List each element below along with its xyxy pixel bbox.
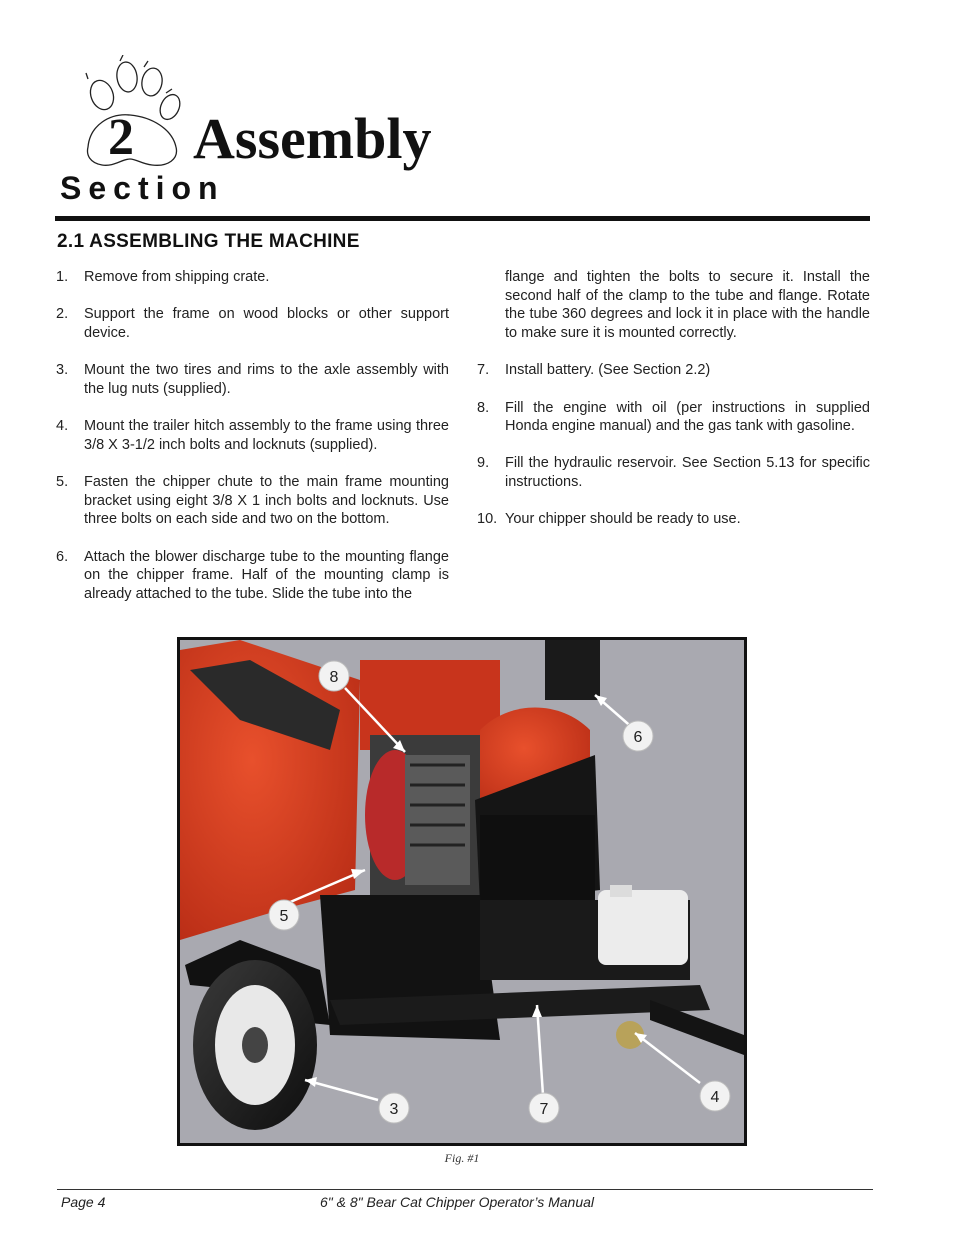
section-label: Section [60,170,225,206]
list-item [56,268,449,287]
header-divider [55,216,870,221]
step-number: 9. [477,455,490,472]
step-number: 2. [56,306,69,323]
step-number: 8. [477,399,490,416]
steps-right-column [477,268,870,548]
callout-4: 4 [710,1089,720,1106]
step-text: Support the frame on wood blocks or other support device. [84,306,449,341]
step-text: Attach the blower discharge tube to the mounting flange on the chipper frame. Half of the mounting clamp is already attached to the tube. Slide the tube into the [84,548,449,602]
manual-title: 6" & 8" Bear Cat Chipper Operator’s Manual [320,1194,595,1210]
bear-paw-logo [80,55,190,170]
list-item [56,361,449,398]
chipper-illustration [180,640,744,1143]
list-item [477,361,870,380]
list-item [477,510,870,529]
step-number: 10. [477,511,498,528]
list-item [56,548,449,604]
step-number: 3. [56,362,69,379]
list-item [56,305,449,342]
step-number: 7. [477,362,490,379]
step-number: 5. [56,473,69,490]
step-text: Fill the engine with oil (per instructions in supplied Honda engine manual) and the gas tank with gasoline. [505,399,870,435]
subsection-heading: 2.1 ASSEMBLING THE MACHINE [57,231,360,252]
chipper-photo-figure [177,637,747,1146]
step-text: Your chipper should be ready to use. [505,511,741,528]
page-number: Page 4 [61,1194,106,1210]
figure-caption: Fig. #1 [444,1151,480,1165]
page-title: Assembly [193,106,432,171]
step-number: 1. [56,269,69,285]
step-continuation: flange and tighten the bolts to secure it. Install the second half of the clamp to the tube and flange. Rotate the tube 360 degrees and lock it in place with the handle to make sure it is mounted correctly. [505,269,870,342]
list-item [56,417,449,454]
step-number: 4. [56,418,69,435]
callout-5: 5 [279,908,289,925]
callout-6: 6 [633,729,643,746]
callout-7: 7 [539,1101,549,1118]
callout-3: 3 [389,1101,399,1118]
footer-divider [57,1189,873,1190]
step-number: 6. [56,548,69,565]
step-text: Remove from shipping crate. [84,269,270,285]
step-text: Fasten the chipper chute to the main frame mounting bracket using eight 3/8 X 1 inch bolts and locknuts. Use three bolts on each side and two on the bottom. [84,473,449,528]
step-text: Mount the trailer hitch assembly to the frame using three 3/8 X 3-1/2 inch bolts and locknuts (supplied). [84,418,449,453]
steps-left-column [56,268,449,622]
step-text: Install battery. (See Section 2.2) [505,362,711,379]
list-item [56,473,449,529]
list-item [477,399,870,436]
section-number: 2 [108,109,134,166]
callout-8: 8 [329,669,339,686]
step-text: Mount the two tires and rims to the axle assembly with the lug nuts (supplied). [84,362,449,397]
list-item [477,454,870,491]
step-text: Fill the hydraulic reservoir. See Section 5.13 for specific instructions. [505,455,870,491]
